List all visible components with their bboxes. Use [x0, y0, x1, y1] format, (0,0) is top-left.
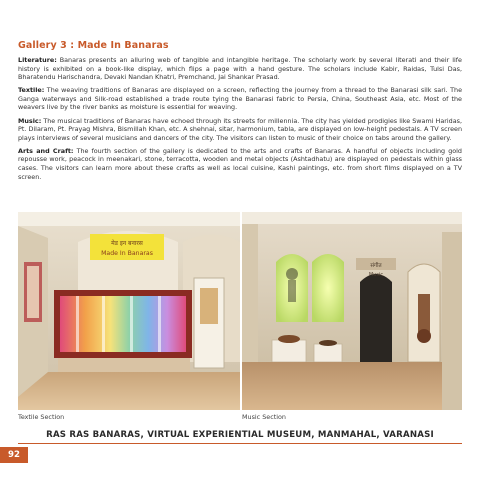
sign-hindi-text: संगीत [370, 263, 382, 269]
photo-row [18, 212, 462, 410]
page-footer: RAS RAS BANARAS, VIRTUAL EXPERIENTIAL MUSEUM, MANMAHAL, VARANASI [46, 430, 434, 440]
photo-caption-textile: Textile Section [18, 413, 65, 421]
paragraph-heading: Textile: [18, 86, 45, 95]
paragraph-heading: Literature: [18, 56, 57, 64]
body-text [18, 56, 462, 186]
paragraph-arts-craft [18, 147, 462, 181]
paragraph-music [18, 117, 462, 143]
sign-english-text: Made In Banaras [101, 250, 153, 257]
sign-hindi-text: मेड इन बनारस [111, 240, 143, 247]
paragraph-text: The fourth section of the gallery is dedicated to the arts and crafts of Banaras. A handful of objects including gold repousse work, peacock in meenakari, stone, terracotta, wooden and metal objects (Ashtadhatu) are displayed on pedestals within glass cases. The visitors can learn more about these crafts as well as local cuisine, Kashi paintings, etc. from short films displayed on a TV screen. [18, 146, 462, 181]
music-section-photo [242, 212, 462, 410]
paragraph-heading: Music: [18, 116, 42, 125]
footer-divider [18, 443, 462, 444]
textile-section-photo [18, 212, 240, 410]
paragraph-text: Banaras presents an alluring web of tangible and intangible heritage. The scholarly work by several literati and their life history is exhibited on a book-like display, which flips a page with a hand gesture. The scholars include Kabir, Raidas, Tulsi Das, Bharatendu Harischandra, Devaki Nandan Khatri, Premchand, Jai Shankar Prasad. [18, 56, 462, 82]
page-title: Gallery 3 : Made In Banaras [18, 40, 169, 51]
paragraph-text: The musical traditions of Banaras have echoed through its streets for millennia. The city has yielded prodigies like Swami Haridas, Pt. Dilaram, Pt. Prayag Mishra, Bismillah Khan, etc. A shehnai, sitar, harmonium, tabla, are displayed on low-height pedestals. A TV screen plays interviews of several musicians and dancers of the city. The visitors can listen to music of their choice on tabs around the gallery. [18, 116, 462, 142]
paragraph-literature [18, 56, 462, 82]
paragraph-textile [18, 86, 462, 112]
paragraph-text: The weaving traditions of Banaras are displayed on a screen, reflecting the journey from a thread to the Banarasi silk sari. The Ganga waterways and Silk-road established a trade route tying the Banarasi fabric to Persia, China, Southeast Asia, etc. Most of the weavers live by the river banks as moisture is essential for weaving. [18, 86, 462, 112]
photo-caption-music: Music Section [242, 413, 286, 421]
sign-english-text: Music [368, 272, 384, 278]
paragraph-heading: Arts and Craft: [18, 146, 74, 155]
page-number: 92 [0, 447, 28, 463]
